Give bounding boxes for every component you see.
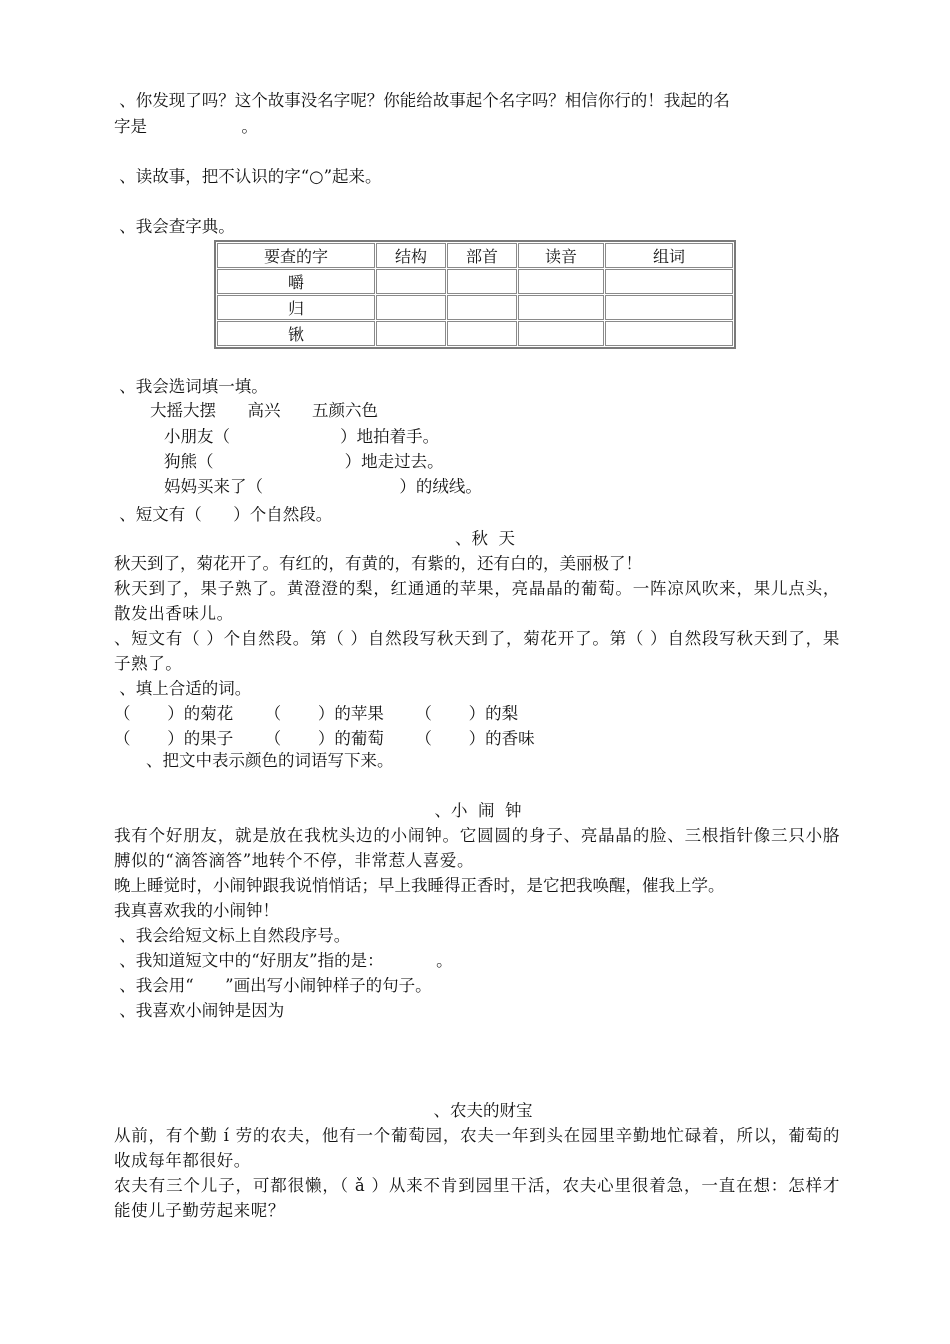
header-pronunciation: 读音 <box>518 243 604 268</box>
question-circle-words: 、读故事，把不认识的字“○”起来。 <box>114 167 382 186</box>
header-radical: 部首 <box>447 243 517 268</box>
question-dictionary: 、我会查字典。 <box>114 217 235 236</box>
autumn-paragraph-2: 秋天到了，果子熟了。黄澄澄的梨，红通通的苹果，亮晶晶的葡萄。一阵凉风吹来，果儿点头，散发出香味儿。 <box>114 579 840 623</box>
dictionary-table-header <box>217 243 733 268</box>
clock-question-2: 、我知道短文中的“好朋友”指的是： 。 <box>114 951 453 970</box>
clock-question-3: 、我会用“ ”画出写小闹钟样子的句子。 <box>114 976 432 995</box>
table-cell-blank[interactable] <box>518 321 604 346</box>
word-options: 大摇大摆 高兴 五颜六色 <box>150 401 378 420</box>
table-cell-blank[interactable] <box>376 321 446 346</box>
autumn-fill-row-2: （ ）的果子 （ ）的葡萄 （ ）的香味 <box>114 729 535 748</box>
question-name-line-2: 字是 。 <box>114 117 258 136</box>
question-paragraph-count: 、短文有（ ）个自然段。 <box>114 505 333 524</box>
table-cell-blank[interactable] <box>447 295 517 320</box>
autumn-paragraph-1: 秋天到了，菊花开了。有红的，有黄的，有紫的，还有白的，美丽极了！ <box>114 554 642 573</box>
clock-paragraph-1: 我有个好朋友，就是放在我枕头边的小闹钟。它圆圆的身子、亮晶晶的脸、三根指针像三只小胳膊似的“滴答滴答”地转个不停，非常惹人喜爱。 <box>114 826 840 870</box>
autumn-fill-row-1: （ ）的菊花 （ ）的苹果 （ ）的梨 <box>114 704 519 723</box>
table-cell-char: 锹 <box>217 321 375 346</box>
table-cell-blank[interactable] <box>518 269 604 294</box>
autumn-question-2: 、填上合适的词。 <box>114 679 252 698</box>
question-name-line-1: 、你发现了吗？这个故事没名字呢？你能给故事起个名字吗？相信你行的！我起的名 <box>114 91 730 110</box>
autumn-question-3: 、把文中表示颜色的词语写下来。 <box>146 751 394 770</box>
table-cell-blank[interactable] <box>605 321 733 346</box>
clock-paragraph-2: 晚上睡觉时，小闹钟跟我说悄悄话；早上我睡得正香时，是它把我唤醒，催我上学。 <box>114 876 725 895</box>
fill-sentence-3: 妈妈买来了（ ）的绒线。 <box>164 477 482 496</box>
clock-question-1: 、我会给短文标上自然段序号。 <box>114 926 351 945</box>
autumn-title: 、秋 天 <box>455 529 515 548</box>
table-row <box>217 321 733 346</box>
table-cell-blank[interactable] <box>376 295 446 320</box>
table-cell-blank[interactable] <box>447 321 517 346</box>
table-cell-blank[interactable] <box>518 295 604 320</box>
header-char: 要查的字 <box>217 243 375 268</box>
farmer-title: 、农夫的财宝 <box>433 1101 533 1120</box>
table-row <box>217 269 733 294</box>
table-cell-char: 归 <box>217 295 375 320</box>
dictionary-table <box>214 240 736 349</box>
clock-paragraph-3: 我真喜欢我的小闹钟！ <box>114 901 279 920</box>
table-cell-blank[interactable] <box>447 269 517 294</box>
header-words: 组词 <box>605 243 733 268</box>
header-structure: 结构 <box>376 243 446 268</box>
table-cell-blank[interactable] <box>376 269 446 294</box>
table-cell-char: 嚼 <box>217 269 375 294</box>
autumn-question-1: 、短文有（ ）个自然段。第（ ）自然段写秋天到了，菊花开了。第（ ）自然段写秋天到了，果子熟了。 <box>114 629 840 673</box>
table-cell-blank[interactable] <box>605 269 733 294</box>
clock-question-4: 、我喜欢小闹钟是因为 <box>114 1001 285 1020</box>
farmer-paragraph-1: 从前，有个勤 í 劳的农夫，他有一个葡萄园，农夫一年到头在园里辛勤地忙碌着，所以，葡萄的收成每年都很好。 <box>114 1126 840 1170</box>
table-row <box>217 295 733 320</box>
question-select-words: 、我会选词填一填。 <box>114 377 268 396</box>
farmer-paragraph-2: 农夫有三个儿子，可都很懒，（ ǎ ）从来不肯到园里干活，农夫心里很着急，一直在想：怎样才能使儿子勤劳起来呢？ <box>114 1176 840 1220</box>
table-cell-blank[interactable] <box>605 295 733 320</box>
fill-sentence-1: 小朋友（ ）地拍着手。 <box>164 427 440 446</box>
clock-title: 、小 闹 钟 <box>434 801 522 820</box>
fill-sentence-2: 狗熊（ ）地走过去。 <box>164 452 444 471</box>
